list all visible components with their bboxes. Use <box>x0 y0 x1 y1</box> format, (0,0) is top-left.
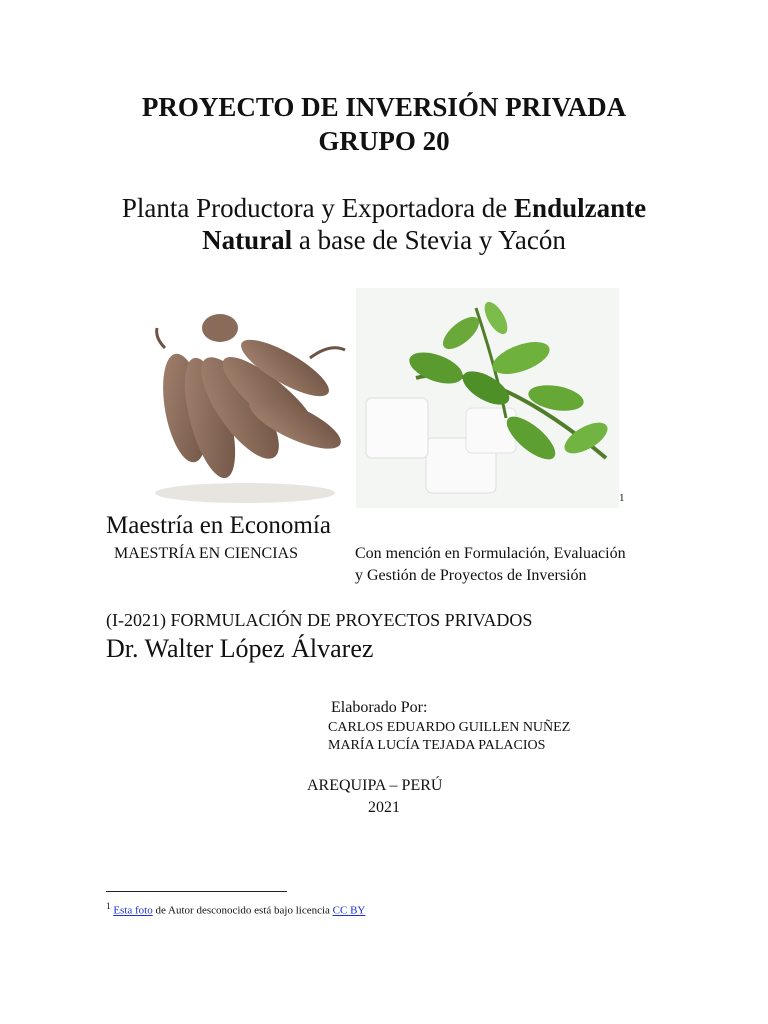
footnote-separator <box>106 891 287 892</box>
location: AREQUIPA – PERÚ <box>307 777 443 794</box>
license-link[interactable]: CC BY <box>332 904 366 917</box>
program-name: Maestría en Economía <box>106 512 331 539</box>
footnote <box>106 901 365 917</box>
footnote-text: de Autor desconocido está bajo licencia <box>152 904 333 917</box>
subtitle-line-1 <box>0 193 768 224</box>
prepared-by-label: Elaborado Por: <box>331 699 428 716</box>
subtitle-text-2: a base de Stevia y Yacón <box>292 225 566 255</box>
title-line-2: GRUPO 20 <box>318 126 450 156</box>
title-line-1: PROYECTO DE INVERSIÓN PRIVADA <box>141 92 627 122</box>
photo-link[interactable]: Esta foto <box>113 904 153 917</box>
professor-name: Dr. Walter López Álvarez <box>106 634 374 663</box>
subtitle-text-1: Planta Productora y Exportadora de <box>121 193 515 223</box>
mention-line-2: y Gestión de Proyectos de Inversión <box>355 567 587 584</box>
subtitle-bold-2: Natural <box>202 225 293 255</box>
course-name: (I-2021) FORMULACIÓN DE PROYECTOS PRIVADOS <box>106 610 533 630</box>
subtitle-line-2 <box>0 225 768 256</box>
author-1: CARLOS EDUARDO GUILLEN NUÑEZ <box>328 720 571 735</box>
image-footnote-marker: 1 <box>619 492 625 504</box>
footnote-number: 1 <box>106 901 111 911</box>
yacon-roots-photo <box>145 288 350 508</box>
degree-name: MAESTRÍA EN CIENCIAS <box>114 545 299 562</box>
yacon-root-image <box>145 288 350 508</box>
author-2: MARÍA LUCÍA TEJADA PALACIOS <box>328 738 546 753</box>
subtitle-bold-1: Endulzante <box>514 193 647 223</box>
stevia-sugar-photo <box>356 288 619 508</box>
year: 2021 <box>368 799 400 816</box>
stevia-plant-image <box>356 288 619 508</box>
mention-line-1: Con mención en Formulación, Evaluación <box>355 545 626 562</box>
